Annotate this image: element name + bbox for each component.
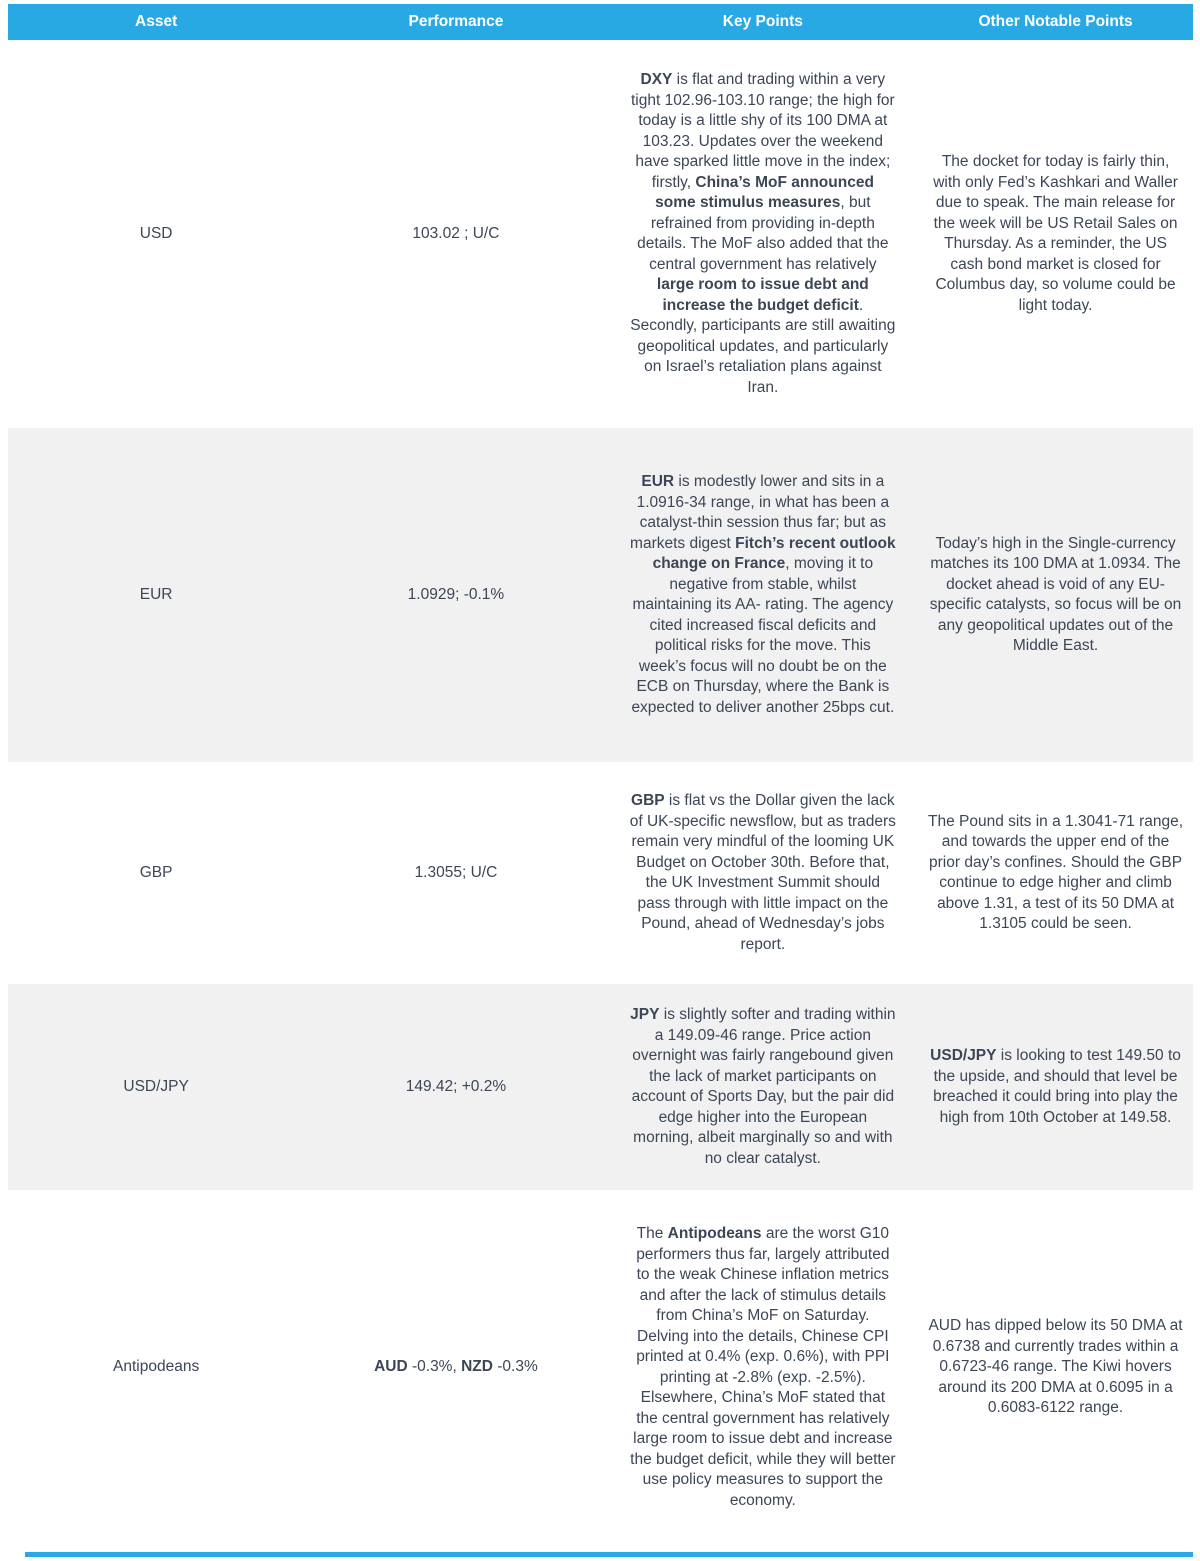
asset-cell [8,762,304,984]
asset-cell [8,984,304,1190]
other-points-cell [918,762,1193,984]
table-row [8,428,1193,762]
performance-value: 1.0929; -0.1% [407,585,505,603]
performance-cell [304,984,607,1190]
asset-label: USD [139,224,173,242]
performance-cell [304,762,607,984]
performance-cell [304,1190,607,1545]
other-points-text: The Pound sits in a 1.3041-71 range, and towards the upper end of the prior day’s confines. Should the GBP continue to edge higher and climb above 1.31, a test of its 50 DMA at 1.3105 could be seen. [928,812,1184,932]
asset-label: USD/JPY [123,1077,189,1095]
other-points-text: AUD has dipped below its 50 DMA at 0.6738 and currently trades within a 0.6723-46 range. The Kiwi hovers around its 200 DMA at 0.6095 in a 0.6083-6122 range. [928,1317,1183,1417]
other-points-text: Today’s high in the Single-currency matches its 100 DMA at 1.0934. The docket ahead is void of any EU-specific catalysts, so focus will be on any geopolitical updates out of the Middle East. [929,534,1182,654]
key-points-cell [608,984,918,1190]
header-cell-asset: Asset [8,4,304,40]
key-points-cell [608,40,918,428]
performance-value: 103.02 ; U/C [412,224,500,242]
other-points-cell [918,1190,1193,1545]
asset-cell [8,428,304,762]
header-cell-performance: Performance [304,4,607,40]
other-points-cell [918,40,1193,428]
asset-cell [8,1190,304,1545]
other-points-text: USD/JPY is looking to test 149.50 to the upside, and should that level be breached it could bring into play the high from 10th October at 149.58. [930,1047,1181,1126]
asset-label: GBP [139,863,173,881]
key-points-text: The Antipodeans are the worst G10 performers thus far, largely attributed to the weak Chinese inflation metrics and after the lack of stimulus details from China’s MoF on Saturday. Delving into the details, Chinese CPI printed at 0.4% (exp. 0.6%), with PPI printing at -2.8% (exp. -2.5%). Elsewhere, China’s MoF stated that the central government has relatively large room to issue debt and increase the budget deficit, while they will better use policy measures to support the economy. [630,1225,896,1509]
key-points-text: DXY is flat and trading within a very tight 102.96-103.10 range; the high for today is a little shy of its 100 DMA at 103.23. Updates over the weekend have sparked little move in the index; firstly, China’s MoF announced some stimulus measures, but refrained from providing in-depth details. The MoF also added that the central government has relatively large room to issue debt and increase the budget deficit. Secondly, participants are still awaiting geopolitical updates, and particularly on Israel’s retaliation plans against Iran. [630,71,896,396]
performance-value: 149.42; +0.2% [405,1077,507,1095]
table-header [8,4,1193,40]
key-points-text: EUR is modestly lower and sits in a 1.0916-34 range, in what has been a catalyst-thin session thus far; but as markets digest Fitch’s recent outlook change on France, moving it to negative from stable, whilst maintaining its AA- rating. The agency cited increased fiscal deficits and political risks for the move. This week’s focus will no doubt be on the ECB on Thursday, where the Bank is expected to deliver another 25bps cut. [630,473,896,716]
fx-summary-table [8,4,1193,1545]
asset-label: EUR [139,585,173,603]
other-points-cell [918,428,1193,762]
asset-label: Antipodeans [113,1358,200,1376]
asset-cell [8,40,304,428]
key-points-text: JPY is slightly softer and trading within a 149.09-46 range. Price action overnight was fairly rangebound given the lack of market participants on account of Sports Day, but the pair did edge higher into the European morning, albeit marginally so and with no clear catalyst. [630,1006,896,1167]
performance-cell [304,428,607,762]
header-cell-other-notable-points: Other Notable Points [918,4,1193,40]
performance-value: 1.3055; U/C [414,863,498,881]
table-row [8,762,1193,984]
table-row [8,40,1193,428]
key-points-cell [608,762,918,984]
table-row [8,1190,1193,1545]
table-row [8,984,1193,1190]
table-body [8,40,1193,1545]
key-points-text: GBP is flat vs the Dollar given the lack of UK-specific newsflow, but as traders remain very mindful of the looming UK Budget on October 30th. Before that, the UK Investment Summit should pass through with little impact on the Pound, ahead of Wednesday’s jobs report. [629,792,896,953]
performance-value: AUD -0.3%, NZD -0.3% [374,1358,538,1376]
other-points-text: The docket for today is fairly thin, with only Fed’s Kashkari and Waller due to speak. The main release for the week will be US Retail Sales on Thursday. As a reminder, the US cash bond market is closed for Columbus day, so volume could be light today. [933,153,1178,314]
header-cell-key-points: Key Points [608,4,918,40]
key-points-cell [608,1190,918,1545]
footer-accent-line [25,1552,1193,1557]
other-points-cell [918,984,1193,1190]
header-row [8,4,1193,40]
key-points-cell [608,428,918,762]
performance-cell [304,40,607,428]
